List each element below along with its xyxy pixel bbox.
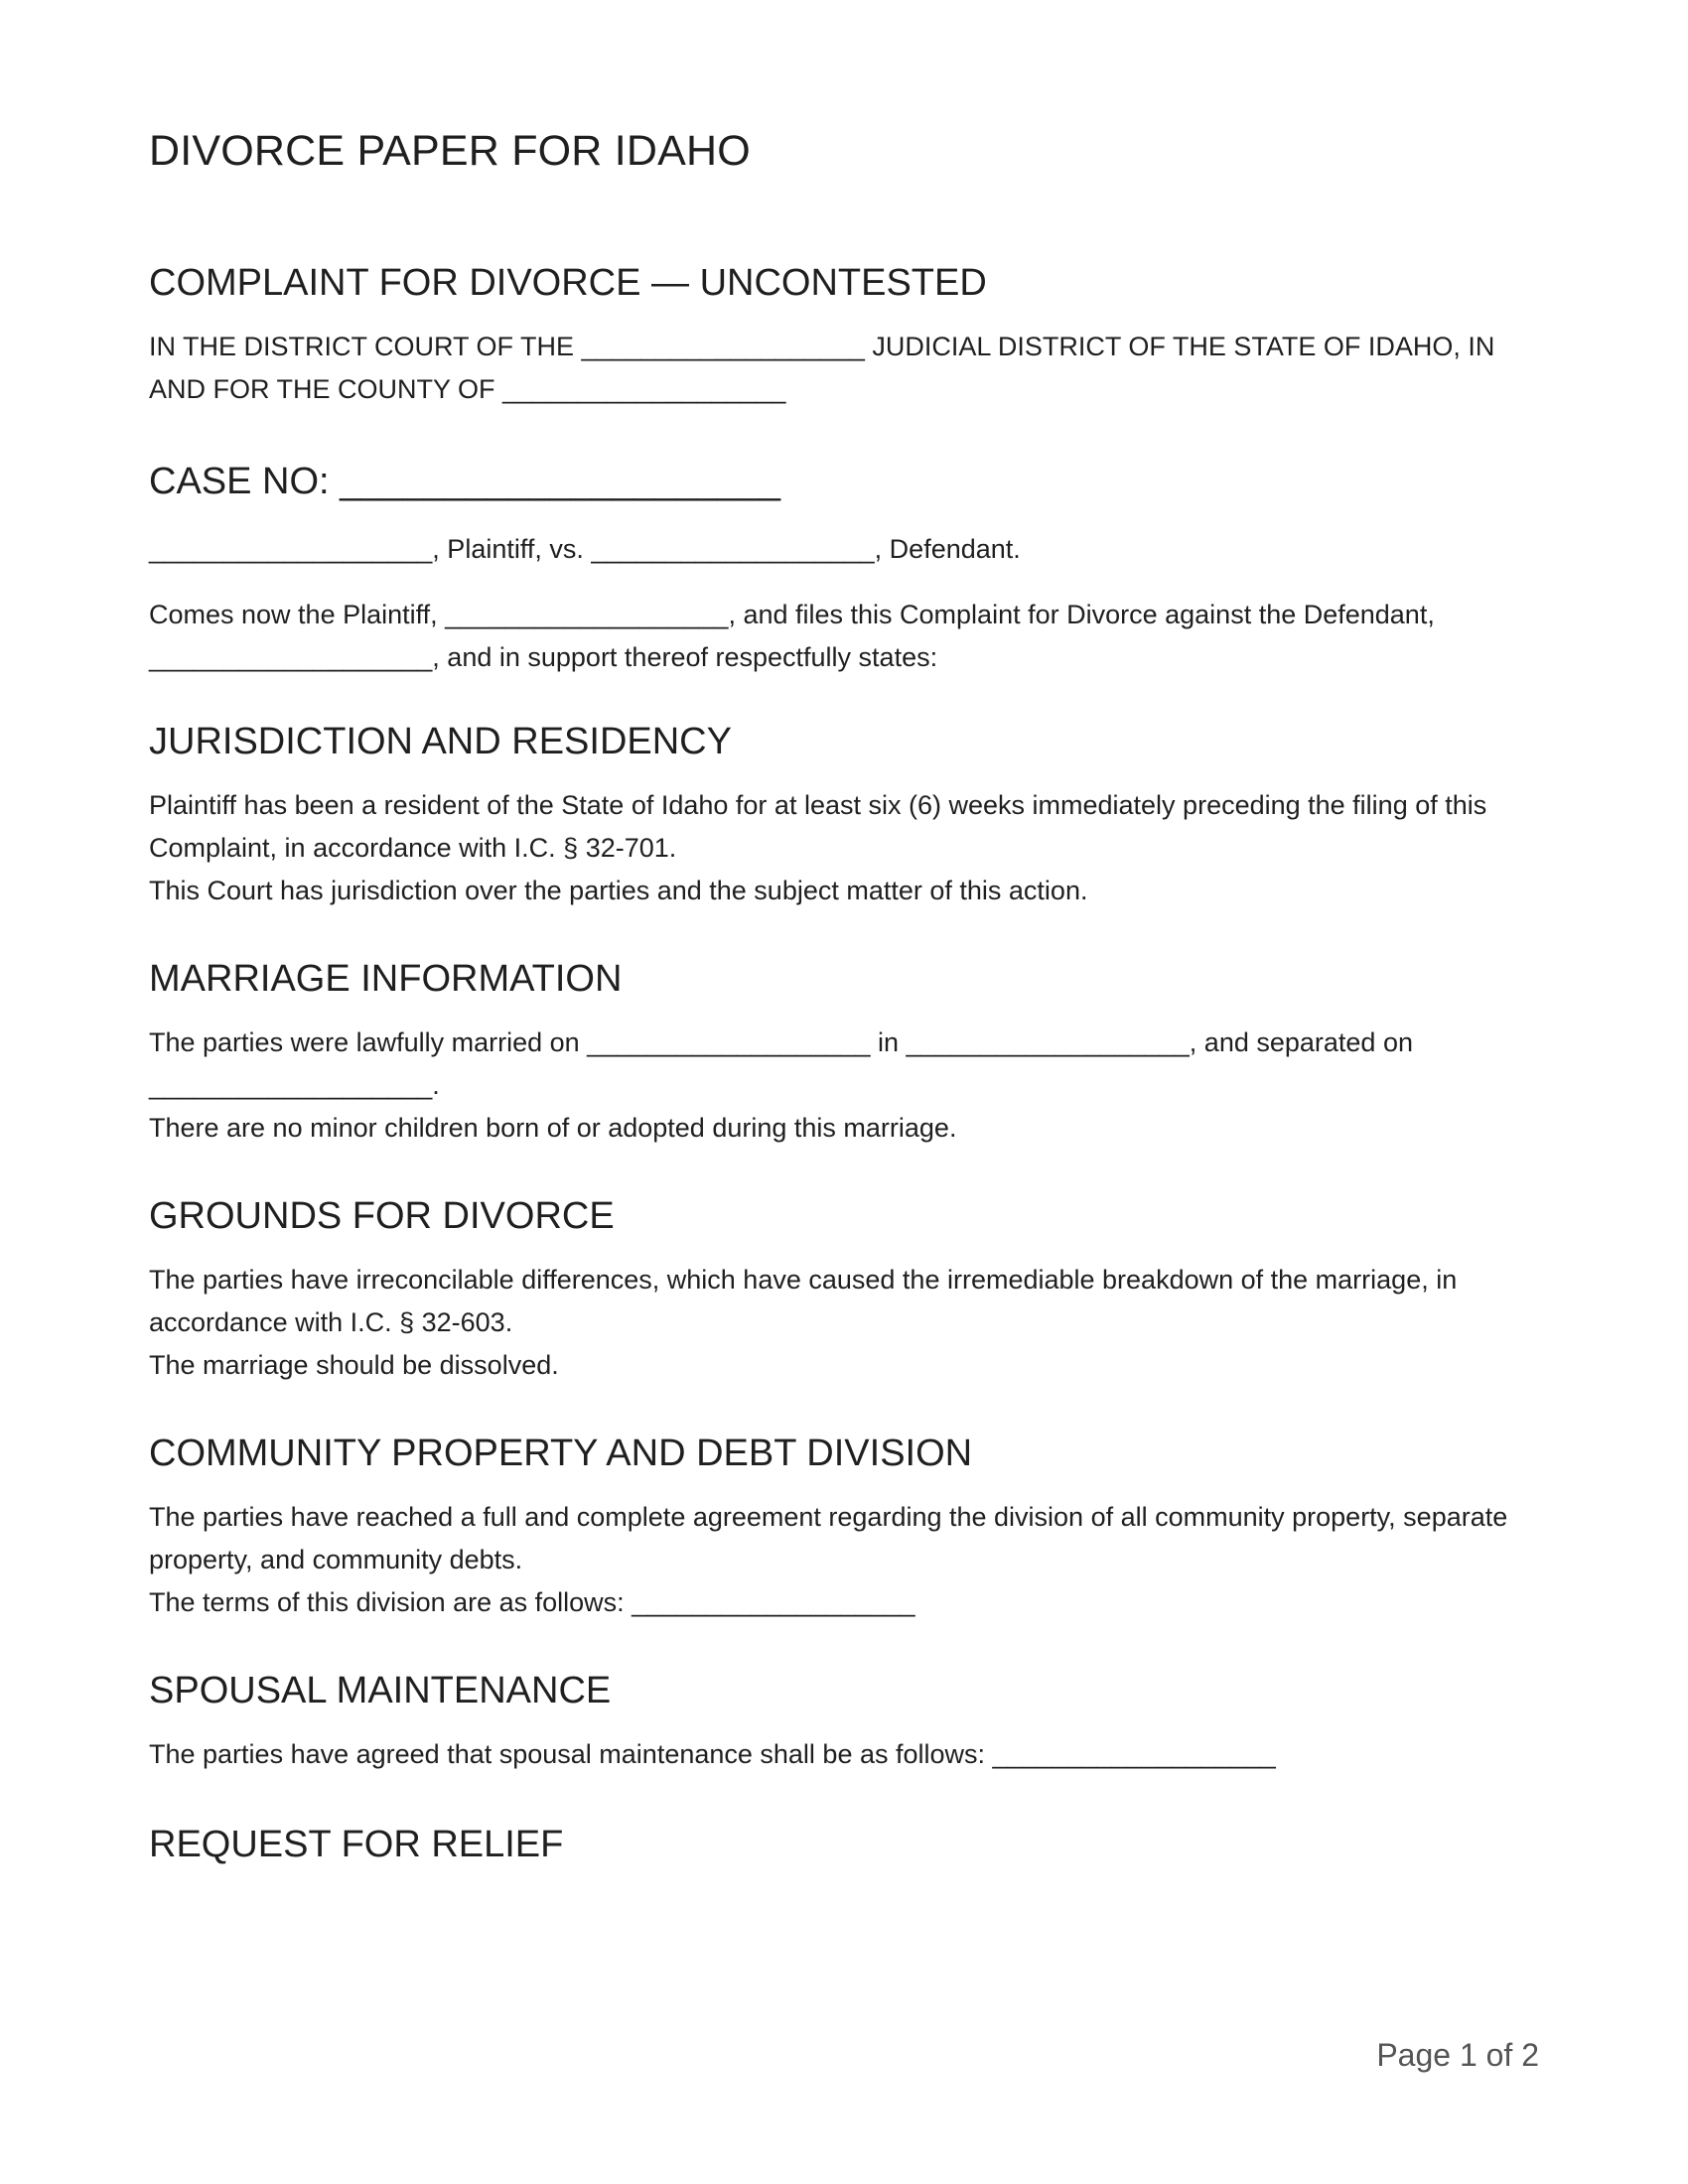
section-body: The parties have reached a full and complete agreement regarding the division of all community property, separate property, and community debts. The terms of this division are as follows: ___________________ xyxy=(149,1502,1508,1617)
case-number-line: CASE NO: _____________________ xyxy=(149,461,780,502)
section-heading: SPOUSAL MAINTENANCE xyxy=(149,1670,612,1711)
section-body: The parties were lawfully married on ___________________ in ___________________, and separated on ___________________. There are no minor children born of or adopted during this marriage. xyxy=(149,1027,1413,1143)
complaint-heading: COMPLAINT FOR DIVORCE — UNCONTESTED xyxy=(149,262,987,304)
section-property-division xyxy=(149,1431,1539,1624)
section-body: The parties have agreed that spousal maintenance shall be as follows: ___________________ xyxy=(149,1739,1276,1769)
section-marriage-information xyxy=(149,956,1539,1150)
parties-line: ___________________, Plaintiff, vs. ___________________, Defendant. xyxy=(149,534,1021,564)
page-number: Page 1 of 2 xyxy=(1376,2037,1539,2073)
section-spousal-maintenance xyxy=(149,1668,1539,1776)
document-title: DIVORCE PAPER FOR IDAHO xyxy=(149,127,751,175)
section-grounds xyxy=(149,1193,1539,1387)
section-heading: COMMUNITY PROPERTY AND DEBT DIVISION xyxy=(149,1433,973,1474)
intro-block xyxy=(149,594,1539,679)
parties-block xyxy=(149,528,1539,571)
section-heading: REQUEST FOR RELIEF xyxy=(149,1824,564,1865)
section-heading: JURISDICTION AND RESIDENCY xyxy=(149,721,732,762)
section-heading: GROUNDS FOR DIVORCE xyxy=(149,1195,615,1237)
section-body: The parties have irreconcilable differences, which have caused the irremediable breakdown of the marriage, in accordance with I.C. § 32-603. The marriage should be dissolved. xyxy=(149,1265,1458,1380)
case-number-block xyxy=(149,459,1539,504)
complaint-block xyxy=(149,260,1539,411)
section-jurisdiction xyxy=(149,719,1539,912)
section-body: Plaintiff has been a resident of the State of Idaho for at least six (6) weeks immediately preceding the filing of this Complaint, in accordance with I.C. § 32-701. This Court has jurisdiction over the parties and the subject matter of this action. xyxy=(149,790,1487,905)
court-caption: IN THE DISTRICT COURT OF THE ___________________ JUDICIAL DISTRICT OF THE STATE OF IDAHO, IN AND FOR THE COUNTY OF ___________________ xyxy=(149,332,1501,404)
intro-paragraph: Comes now the Plaintiff, ___________________, and files this Complaint for Divorce against the Defendant, ___________________, and in support thereof respectfully states: xyxy=(149,600,1443,672)
section-heading: MARRIAGE INFORMATION xyxy=(149,958,623,1000)
section-request-for-relief xyxy=(149,1822,1539,1867)
